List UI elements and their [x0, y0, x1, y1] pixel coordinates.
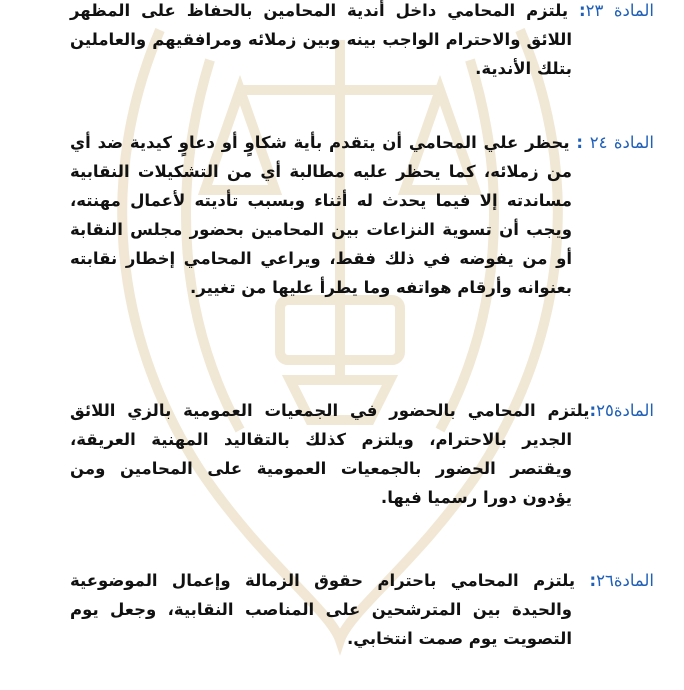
article-26-label: المادة٢٦ [596, 571, 654, 590]
article-26-text: يلتزم المحامي باحترام حقوق الزمالة وإعمال الموضوعية والحيدة بين المترشحين على المناصب النقابية، وجعل يوم التصويت يوم صمت انتخابي. [70, 571, 576, 648]
article-23-text: يلتزم المحامي داخل أندية المحامين بالحفاظ على المظهر اللائق والاحترام الواجب بينه وبين زملائه ومرافقيهم والعاملين بتلك الأندية. [70, 1, 572, 78]
article-23-label: المادة ٢٣ [585, 1, 654, 20]
article-26 [70, 566, 654, 653]
article-25-separator: : [589, 401, 597, 420]
article-25-label: المادة٢٥ [596, 401, 654, 420]
article-24-separator: : [576, 133, 590, 152]
article-24-label: المادة ٢٤ [589, 133, 654, 152]
article-25 [70, 396, 654, 512]
article-24 [70, 128, 654, 302]
article-23-separator: : [579, 1, 586, 20]
article-25-text: يلتزم المحامي بالحضور في الجمعيات العمومية بالزي اللائق الجدير بالاحترام، ويلتزم كذلك بالتقاليد المهنية العريقة، ويقتصر الحضور بالجمعيات العمومية على المحامين ومن يؤدون دورا رسميا فيها. [70, 401, 590, 507]
article-23 [70, 0, 654, 83]
article-26-separator: : [589, 571, 597, 590]
article-24-text: يحظر علي المحامي أن يتقدم بأية شكاوٍ أو دعاوٍ كيدية ضد أي من زملائه، كما يحظر عليه مطالبة أي من التشكيلات النقابية مساندته إلا فيما يحدث له أثناء وبسبب تأديته لأعمال مهنته، ويجب أن تسوية النزاعات بين المحامين بحضور مجلس النقابة أو من يفوضه في ذلك فقط، ويراعي المحامي إخطار نقابته بعنوانه وأرقام هواتفه وما يطرأ عليها من تغيير. [70, 133, 572, 297]
